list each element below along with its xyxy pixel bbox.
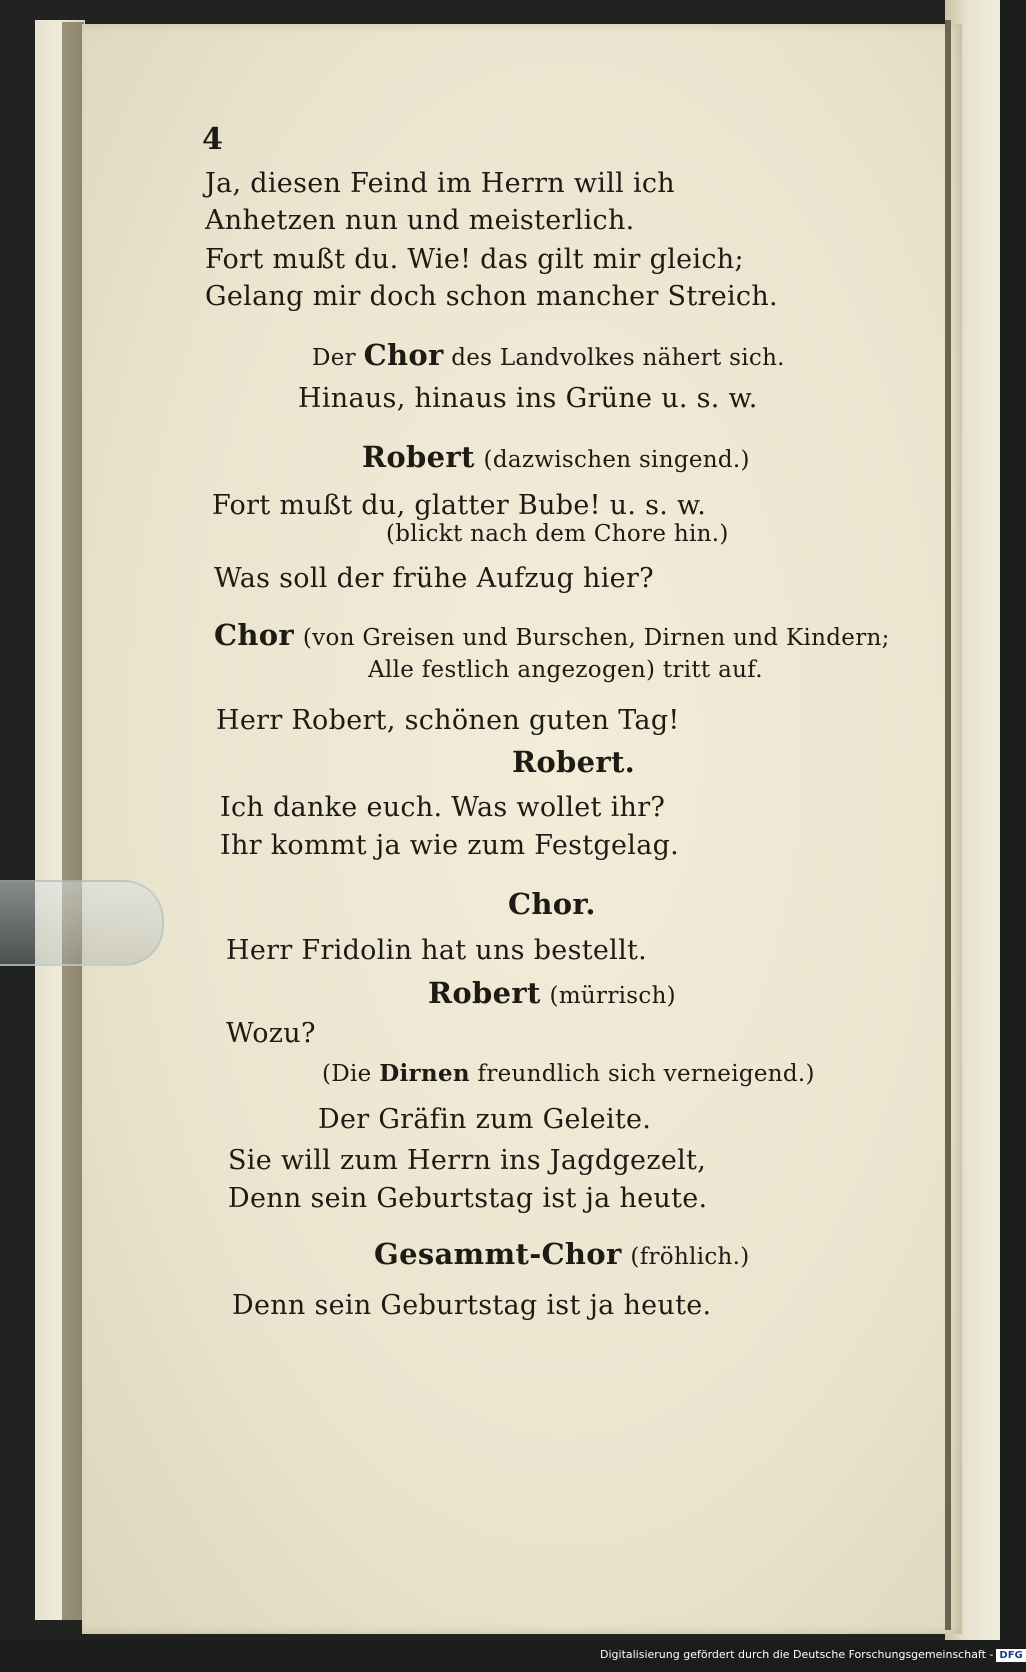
speaker-chor: Chor <box>363 338 444 372</box>
stage-direction-post: freundlich sich verneigend.) <box>477 1061 815 1087</box>
page-gutter <box>945 20 951 1630</box>
speaker-heading <box>362 440 750 474</box>
text-line: Anhetzen nun und meisterlich. <box>205 205 635 236</box>
text-line: Herr Fridolin hat uns bestellt. <box>226 935 648 966</box>
text-line: Ja, diesen Feind im Herrn will ich <box>205 168 675 199</box>
stage-direction-post: des Landvolkes nähert sich. <box>451 345 785 371</box>
text-line: Der Gräfin zum Geleite. <box>318 1104 652 1135</box>
dfg-logo-icon: DFG <box>996 1649 1025 1662</box>
speaker-dirnen: Dirnen <box>379 1060 470 1087</box>
speaker-chor: Chor <box>214 618 294 652</box>
page-clip <box>0 880 164 966</box>
speaker-robert: Robert <box>362 440 475 474</box>
speaker-gesammt-chor: Gesammt-Chor <box>374 1237 622 1271</box>
speaker-note: (mürrisch) <box>549 983 676 1009</box>
text-line: Was soll der frühe Aufzug hier? <box>214 563 654 594</box>
stage-direction: Alle festlich angezogen) tritt auf. <box>368 657 763 683</box>
stage-direction <box>322 1060 815 1087</box>
text-line: Fort mußt du, glatter Bube! u. s. w. <box>212 490 707 521</box>
speaker-robert: Robert <box>428 976 541 1010</box>
footer-text: Digitalisierung gefördert durch die Deutsche Forschungsgemeinschaft - <box>600 1648 994 1661</box>
speaker-heading <box>428 976 676 1010</box>
stage-direction <box>312 338 785 372</box>
text-line: Denn sein Geburtstag ist ja heute. <box>228 1183 708 1214</box>
speaker-chor: Chor. <box>508 887 596 921</box>
speaker-note: (von Greisen und Burschen, Dirnen und Kindern; <box>302 625 890 651</box>
speaker-heading <box>374 1237 750 1271</box>
text-line: Sie will zum Herrn ins Jagdgezelt, <box>228 1145 707 1176</box>
speaker-heading <box>214 618 890 652</box>
text-line: Wozu? <box>226 1018 316 1049</box>
stage-direction: (blickt nach dem Chore hin.) <box>386 521 729 547</box>
text-line: Fort mußt du. Wie! das gilt mir gleich; <box>205 244 744 275</box>
book-page-edge <box>62 22 84 1620</box>
text-line: Gelang mir doch schon mancher Streich. <box>205 281 778 312</box>
text-line: Denn sein Geburtstag ist ja heute. <box>232 1290 712 1321</box>
text-line: Ihr kommt ja wie zum Festgelag. <box>220 830 680 861</box>
digitization-footer <box>600 1648 1023 1668</box>
speaker-note: (fröhlich.) <box>630 1244 750 1270</box>
text-line: Hinaus, hinaus ins Grüne u. s. w. <box>298 383 758 414</box>
text-line: Ich danke euch. Was wollet ihr? <box>220 792 666 823</box>
page-number: 4 <box>202 122 224 157</box>
speaker-robert: Robert. <box>512 745 636 779</box>
text-line: Herr Robert, schönen guten Tag! <box>216 705 680 736</box>
stage-direction-pre: (Die <box>322 1061 372 1087</box>
speaker-note: (dazwischen singend.) <box>483 447 750 473</box>
stage-direction-pre: Der <box>312 345 356 371</box>
